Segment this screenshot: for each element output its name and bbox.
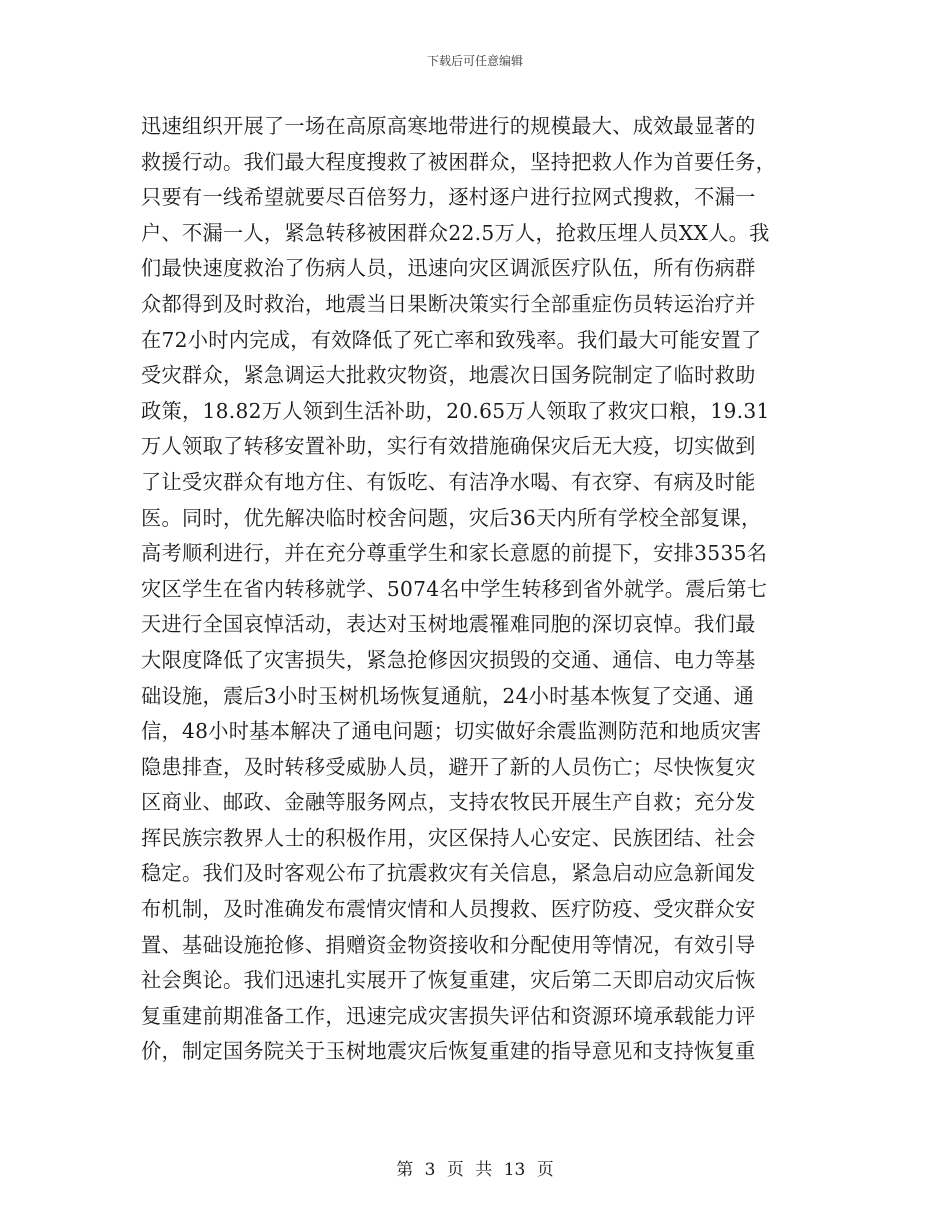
page-header: 下载后可任意编辑 <box>426 54 523 68</box>
page-footer: 第 3 页 共 13 页 <box>396 1160 554 1180</box>
body-paragraph: 迅速组织开展了一场在高原高寒地带进行的规模最大、成效最显著的 救援行动。我们最大程度搜救了被困群众，坚持把救人作为首要任务， 只要有一线希望就要尽百倍努力，逐村逐户进行拉网式搜救，不漏一 户、不漏一人，紧急转移被困群众22.5万人，抢救压埋人员XX人。我 们最快速度救治了伤病人员，迅速向灾区调派医疗队伍，所有伤病群 众都得到及时救治，地震当日果断决策实行全部重症伤员转运治疗并 在72小时内完成，有效降低了死亡率和致残率。我们最大可能安置了 受灾群众，紧急调运大批救灾物资，地震次日国务院制定了临时救助 政策，18.82万人领到生活补助，20.65万人领取了救灾口粮，19.31 万人领取了转移安置补助，实行有效措施确保灾后无大疫，切实做到 了让受灾群众有地方住、有饭吃、有洁净水喝、有衣穿、有病及时能 医。同时，优先解决临时校舍问题，灾后36天内所有学校全部复课， 高考顺利进行，并在充分尊重学生和家长意愿的前提下，安排3535名 灾区学生在省内转移就学、5074名中学生转移到省外就学。震后第七 天进行全国哀悼活动，表达对玉树地震罹难同胞的深切哀悼。我们最 大限度降低了灾害损失，紧急抢修因灾损毁的交通、通信、电力等基 础设施，震后3小时玉树机场恢复通航，24小时基本恢复了交通、通 信，48小时基本解决了通电问题；切实做好余震监测防范和地质灾害 隐患排查，及时转移受威胁人员，避开了新的人员伤亡；尽快恢复灾 区商业、邮政、金融等服务网点，支持农牧民开展生产自救；充分发 挥民族宗教界人士的积极作用，灾区保持人心安定、民族团结、社会 稳定。我们及时客观公布了抗震救灾有关信息，紧急启动应急新闻发 布机制，及时准确发布震情灾情和人员搜救、医疗防疫、受灾群众安 置、基础设施抢修、捐赠资金物资接收和分配使用等情况，有效引导 社会舆论。我们迅速扎实展开了恢复重建，灾后第二天即启动灾后恢 复重建前期准备工作，迅速完成灾害损失评估和资源环境承载能力评 价，制定国务院关于玉树地震灾后恢复重建的指导意见和支持恢复重 <box>141 114 777 1064</box>
